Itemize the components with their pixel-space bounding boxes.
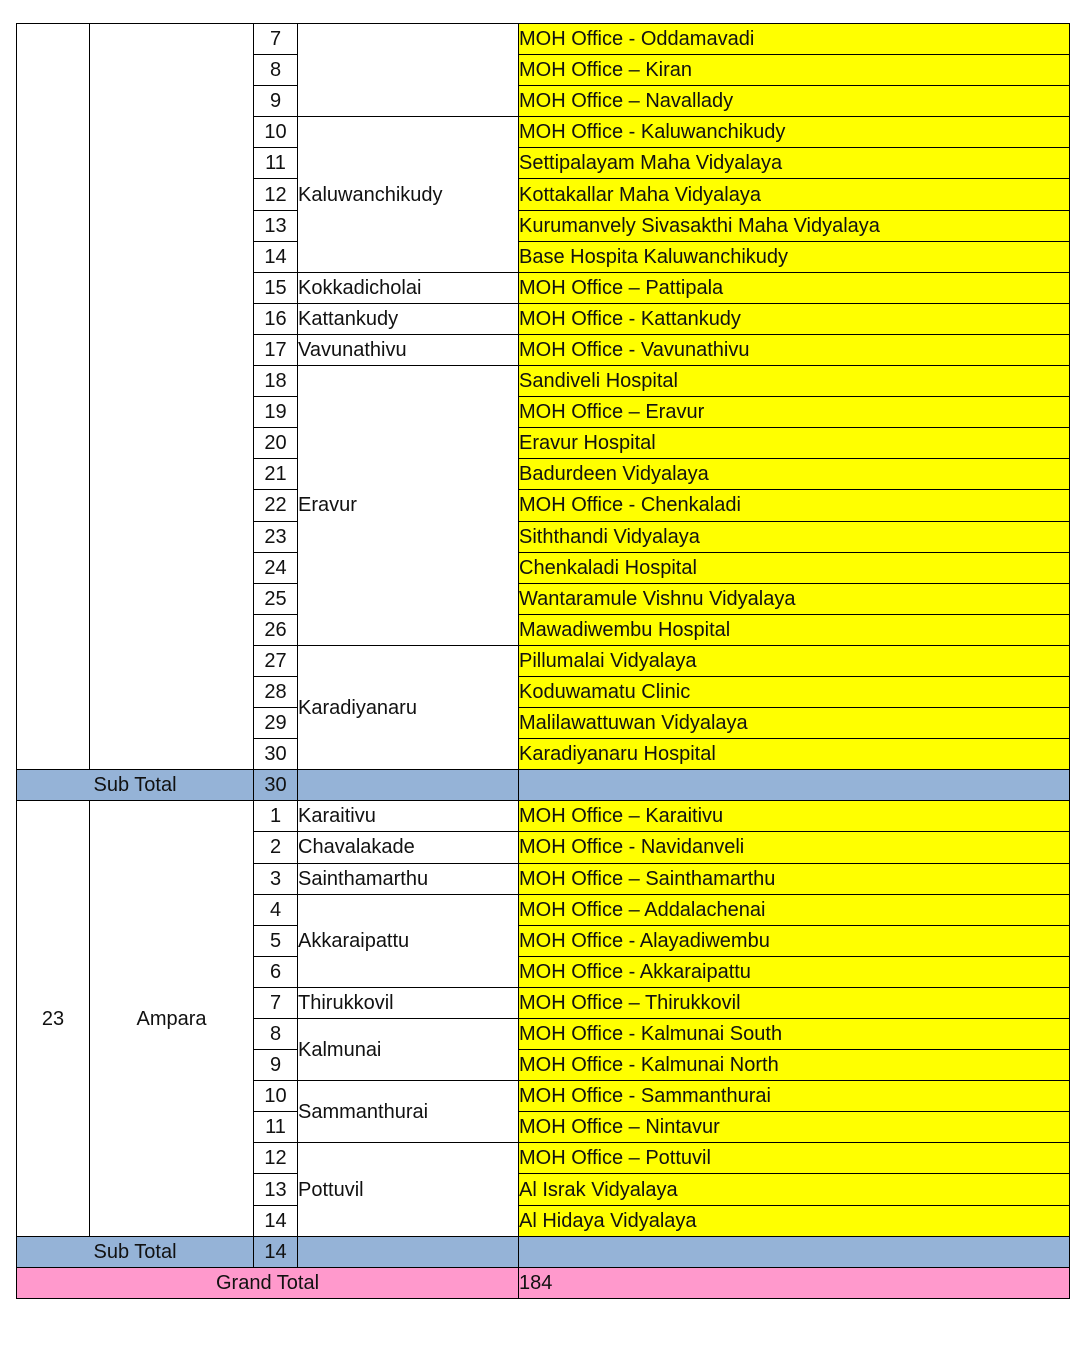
row-number: 26 — [254, 614, 298, 645]
location-cell: MOH Office – Addalachenai — [519, 894, 1070, 925]
moh-area-chavalakade: Chavalakade — [298, 832, 519, 863]
grand-total-row — [17, 1267, 1070, 1298]
subtotal-blank — [519, 1236, 1070, 1267]
location-cell: Kurumanvely Sivasakthi Maha Vidyalaya — [519, 210, 1070, 241]
row-number: 4 — [254, 894, 298, 925]
location-cell: Chenkaladi Hospital — [519, 552, 1070, 583]
row-number: 18 — [254, 366, 298, 397]
district-cell — [90, 24, 254, 770]
moh-area-thirukkovil: Thirukkovil — [298, 987, 519, 1018]
location-cell: MOH Office - Akkaraipattu — [519, 956, 1070, 987]
row-number: 10 — [254, 1081, 298, 1112]
row-number: 11 — [254, 148, 298, 179]
location-cell: MOH Office - Kalmunai South — [519, 1019, 1070, 1050]
row-number: 11 — [254, 1112, 298, 1143]
location-cell: MOH Office – Eravur — [519, 397, 1070, 428]
row-number: 1 — [254, 801, 298, 832]
location-cell: Kottakallar Maha Vidyalaya — [519, 179, 1070, 210]
moh-area-akkaraipattu: Akkaraipattu — [298, 894, 519, 987]
moh-area-kokkadicholai: Kokkadicholai — [298, 272, 519, 303]
location-cell: MOH Office – Kiran — [519, 55, 1070, 86]
moh-area-vavunathivu: Vavunathivu — [298, 334, 519, 365]
moh-area-kalmunai: Kalmunai — [298, 1019, 519, 1081]
row-number: 21 — [254, 459, 298, 490]
grand-total-value: 184 — [519, 1267, 1070, 1298]
row-number: 2 — [254, 832, 298, 863]
row-number: 28 — [254, 676, 298, 707]
table-row — [17, 24, 1070, 55]
row-number: 29 — [254, 708, 298, 739]
location-cell: Malilawattuwan Vidyalaya — [519, 708, 1070, 739]
row-number: 25 — [254, 583, 298, 614]
location-cell: Settipalayam Maha Vidyalaya — [519, 148, 1070, 179]
row-number: 17 — [254, 334, 298, 365]
row-number: 23 — [254, 521, 298, 552]
row-number: 8 — [254, 1019, 298, 1050]
row-number: 6 — [254, 956, 298, 987]
row-number: 30 — [254, 739, 298, 770]
row-number: 9 — [254, 1050, 298, 1081]
location-cell: MOH Office - Oddamavadi — [519, 24, 1070, 55]
centers-table — [16, 23, 1070, 1299]
grand-total-label: Grand Total — [17, 1267, 519, 1298]
location-cell: Base Hospita Kaluwanchikudy — [519, 241, 1070, 272]
row-number: 19 — [254, 397, 298, 428]
location-cell: MOH Office - Kaluwanchikudy — [519, 117, 1070, 148]
row-number: 13 — [254, 210, 298, 241]
subtotal-value: 14 — [254, 1236, 298, 1267]
row-number: 12 — [254, 1143, 298, 1174]
moh-area-pottuvil: Pottuvil — [298, 1143, 519, 1236]
subtotal-label: Sub Total — [17, 1236, 254, 1267]
moh-area-kattankudy: Kattankudy — [298, 303, 519, 334]
moh-area-sammanthurai: Sammanthurai — [298, 1081, 519, 1143]
location-cell: Badurdeen Vidyalaya — [519, 459, 1070, 490]
moh-area-eravur: Eravur — [298, 366, 519, 646]
location-cell: MOH Office - Kalmunai North — [519, 1050, 1070, 1081]
district-number: 23 — [17, 801, 90, 1236]
district-no-cell — [17, 24, 90, 770]
location-cell: MOH Office - Vavunathivu — [519, 334, 1070, 365]
location-cell: Wantaramule Vishnu Vidyalaya — [519, 583, 1070, 614]
row-number: 27 — [254, 645, 298, 676]
subtotal-row — [17, 1236, 1070, 1267]
location-cell: MOH Office - Kattankudy — [519, 303, 1070, 334]
location-cell: MOH Office – Nintavur — [519, 1112, 1070, 1143]
row-number: 13 — [254, 1174, 298, 1205]
row-number: 9 — [254, 86, 298, 117]
location-cell: MOH Office – Navallady — [519, 86, 1070, 117]
location-cell: MOH Office – Pottuvil — [519, 1143, 1070, 1174]
location-cell: Siththandi Vidyalaya — [519, 521, 1070, 552]
subtotal-blank — [519, 770, 1070, 801]
subtotal-label: Sub Total — [17, 770, 254, 801]
location-cell: Eravur Hospital — [519, 428, 1070, 459]
row-number: 20 — [254, 428, 298, 459]
location-cell: Al Israk Vidyalaya — [519, 1174, 1070, 1205]
row-number: 24 — [254, 552, 298, 583]
location-cell: MOH Office - Sammanthurai — [519, 1081, 1070, 1112]
location-cell: MOH Office - Alayadiwembu — [519, 925, 1070, 956]
row-number: 8 — [254, 55, 298, 86]
row-number: 22 — [254, 490, 298, 521]
location-cell: MOH Office – Pattipala — [519, 272, 1070, 303]
row-number: 7 — [254, 987, 298, 1018]
subtotal-blank — [298, 1236, 519, 1267]
location-cell: MOH Office – Thirukkovil — [519, 987, 1070, 1018]
location-cell: Pillumalai Vidyalaya — [519, 645, 1070, 676]
location-cell: MOH Office – Karaitivu — [519, 801, 1070, 832]
location-cell: MOH Office - Navidanveli — [519, 832, 1070, 863]
row-number: 5 — [254, 925, 298, 956]
moh-area-karaitivu: Karaitivu — [298, 801, 519, 832]
location-cell: MOH Office - Chenkaladi — [519, 490, 1070, 521]
row-number: 7 — [254, 24, 298, 55]
moh-area-karadiyanaru: Karadiyanaru — [298, 645, 519, 769]
subtotal-row — [17, 770, 1070, 801]
district-name: Ampara — [90, 801, 254, 1236]
row-number: 16 — [254, 303, 298, 334]
moh-area-sainthamarthu: Sainthamarthu — [298, 863, 519, 894]
row-number: 15 — [254, 272, 298, 303]
subtotal-value: 30 — [254, 770, 298, 801]
location-cell: MOH Office – Sainthamarthu — [519, 863, 1070, 894]
location-cell: Karadiyanaru Hospital — [519, 739, 1070, 770]
moh-area-cell — [298, 24, 519, 117]
location-cell: Al Hidaya Vidyalaya — [519, 1205, 1070, 1236]
location-cell: Koduwamatu Clinic — [519, 676, 1070, 707]
location-cell: Mawadiwembu Hospital — [519, 614, 1070, 645]
subtotal-blank — [298, 770, 519, 801]
location-cell: Sandiveli Hospital — [519, 366, 1070, 397]
row-number: 12 — [254, 179, 298, 210]
table-row — [17, 801, 1070, 832]
row-number: 14 — [254, 241, 298, 272]
moh-area-kaluwanchikudy: Kaluwanchikudy — [298, 117, 519, 272]
row-number: 10 — [254, 117, 298, 148]
row-number: 14 — [254, 1205, 298, 1236]
row-number: 3 — [254, 863, 298, 894]
